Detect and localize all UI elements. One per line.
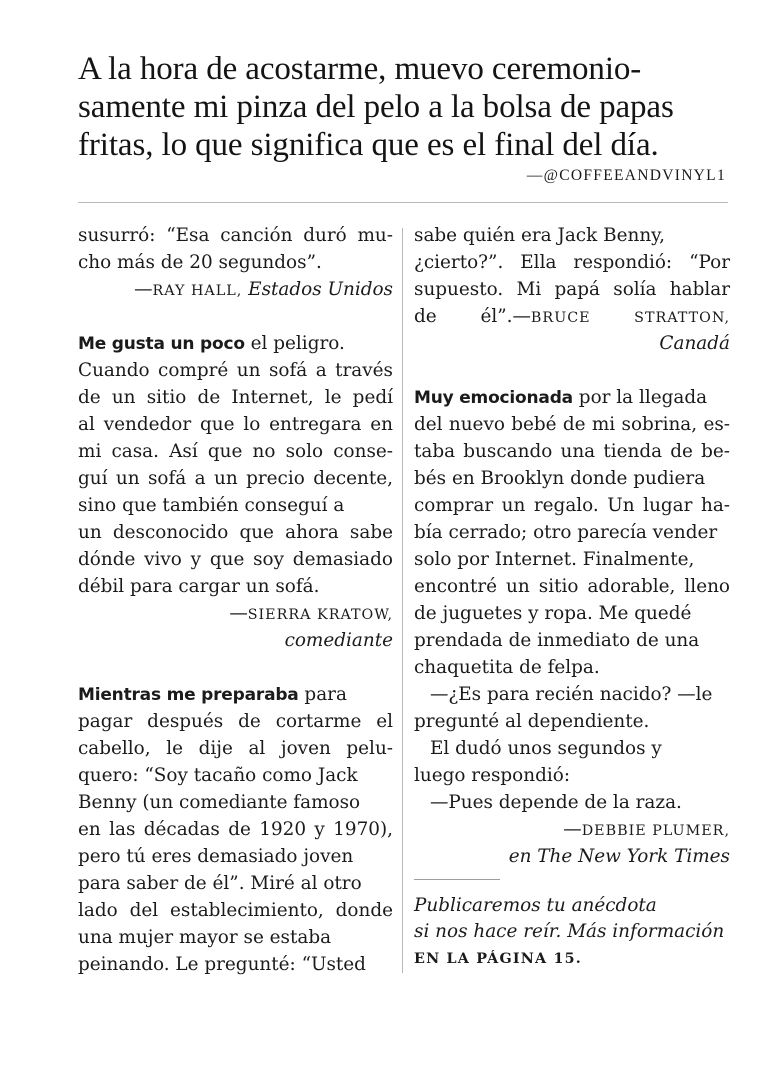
- body-line: de juguetes y ropa. Me quedé: [414, 603, 692, 624]
- column-divider: [402, 228, 403, 973]
- body-line: quero: “Soy tacaño como Jack: [78, 765, 358, 786]
- body-line: [78, 330, 393, 357]
- lead-rest: para: [298, 684, 347, 705]
- byline-place: Estados Unidos: [248, 279, 393, 300]
- body-line: mi casa. Así que no solo conse-: [78, 441, 393, 462]
- byline-author: SIERRA KRATOW,: [247, 607, 393, 623]
- byline: —DEBBIE PLUMER,: [563, 819, 730, 840]
- lead-in: Me gusta un poco: [78, 334, 245, 354]
- body-line: Benny (un comediante famoso: [78, 792, 361, 813]
- body-line: lado del establecimiento, donde: [78, 900, 393, 921]
- byline: —RAY HALL, Estados Unidos: [134, 279, 393, 300]
- dialog-line: pregunté al dependiente.: [414, 711, 650, 732]
- body-line: bés en Brooklyn donde pudiera: [414, 468, 706, 489]
- footer-line: Publicaremos tu anécdota: [414, 895, 657, 916]
- dialog-line: El dudó unos segundos y: [430, 738, 662, 759]
- quote-line: fritas, lo que significa que es el final del día.: [78, 127, 659, 163]
- page-reference: EN LA PÁGINA 15.: [414, 951, 582, 967]
- body-line: sino que también conseguí a: [78, 495, 345, 516]
- byline-author: RAY HALL,: [152, 283, 243, 299]
- body-line: comprar un regalo. Un lugar ha-: [414, 495, 730, 516]
- body-line: guí un sofá a un precio decente,: [78, 468, 393, 489]
- body-line: pero tú eres demasiado joven: [78, 846, 354, 867]
- anecdote-sierra-kratow: [78, 330, 393, 654]
- anecdote-haircut-continued: [414, 222, 730, 357]
- footer-line: si nos hace reír. Más información: [414, 921, 725, 942]
- footer-divider: [414, 879, 500, 880]
- footer-line: [414, 944, 730, 970]
- body-line: pagar después de cortarme el: [78, 711, 393, 732]
- body-line: prendada de inmediato de una: [414, 630, 700, 651]
- body-line: cho más de 20 segundos”.: [78, 252, 322, 273]
- body-line: cabello, le dije al joven pelu-: [78, 738, 393, 759]
- byline-author: BRUCE STRATTON,: [530, 310, 731, 326]
- body-line: dónde vivo y que soy demasiado: [78, 549, 393, 570]
- body-line: bía cerrado; otro parecía vender: [414, 522, 718, 543]
- body-line: al vendedor que lo entregara en: [78, 414, 393, 435]
- lead-in: Mientras me preparaba: [78, 685, 299, 705]
- anecdote-haircut: [78, 681, 393, 978]
- anecdote-ray-hall: [78, 222, 393, 303]
- body-line: susurró: “Esa canción duró mu-: [78, 225, 393, 246]
- body-text: de él”.: [414, 306, 513, 327]
- byline: —SIERRA KRATOW,: [229, 603, 393, 624]
- featured-quote: [78, 50, 738, 164]
- body-line: una mujer mayor se estaba: [78, 927, 332, 948]
- body-line: ¿cierto?”. Ella respondió: “Por: [414, 252, 730, 273]
- submission-note: [414, 892, 730, 970]
- quote-attribution: —@COFFEEANDVINYL1: [526, 167, 726, 184]
- body-line: supuesto. Mi papá solía hablar: [414, 279, 730, 300]
- body-line: Cuando compré un sofá a través: [78, 360, 393, 381]
- byline-place: Canadá: [659, 333, 730, 354]
- quote-line: A la hora de acostarme, muevo ceremonio-: [78, 51, 642, 87]
- body-line: [414, 303, 730, 330]
- left-column: [78, 222, 393, 978]
- body-line: peinando. Le pregunté: “Usted: [78, 954, 366, 975]
- lead-rest: el peligro.: [244, 333, 345, 354]
- anecdote-debbie-plumer: [414, 384, 730, 870]
- body-line: un desconocido que ahora sabe: [78, 522, 393, 543]
- body-line: chaquetita de felpa.: [414, 657, 600, 678]
- right-column: [414, 222, 730, 970]
- body-line: en las décadas de 1920 y 1970),: [78, 819, 393, 840]
- body-line: solo por Internet. Finalmente,: [414, 549, 695, 570]
- byline-source: en The New York Times: [508, 846, 730, 867]
- quote-line: samente mi pinza del pelo a la bolsa de papas: [78, 89, 674, 125]
- dialog-line: luego respondió:: [414, 765, 571, 786]
- body-line: [414, 384, 730, 411]
- lead-in: Muy emocionada: [414, 388, 573, 408]
- body-line: [78, 681, 393, 708]
- body-line: del nuevo bebé de mi sobrina, es-: [414, 414, 730, 435]
- dialog-line: —Pues depende de la raza.: [430, 792, 682, 813]
- body-line: para saber de él”. Miré al otro: [78, 873, 362, 894]
- dialog-line: —¿Es para recién nacido? —le: [430, 684, 713, 705]
- byline: —BRUCE STRATTON,: [512, 306, 731, 327]
- body-line: encontré un sitio adorable, lleno: [414, 576, 730, 597]
- lead-rest: por la llegada: [572, 387, 708, 408]
- body-line: de un sitio de Internet, le pedí: [78, 387, 393, 408]
- body-line: sabe quién era Jack Benny,: [414, 225, 665, 246]
- body-line: débil para cargar un sofá.: [78, 576, 320, 597]
- body-line: taba buscando una tienda de be-: [414, 441, 730, 462]
- header-divider: [78, 202, 728, 203]
- byline-role: comediante: [284, 630, 393, 651]
- byline-author: DEBBIE PLUMER,: [581, 823, 730, 839]
